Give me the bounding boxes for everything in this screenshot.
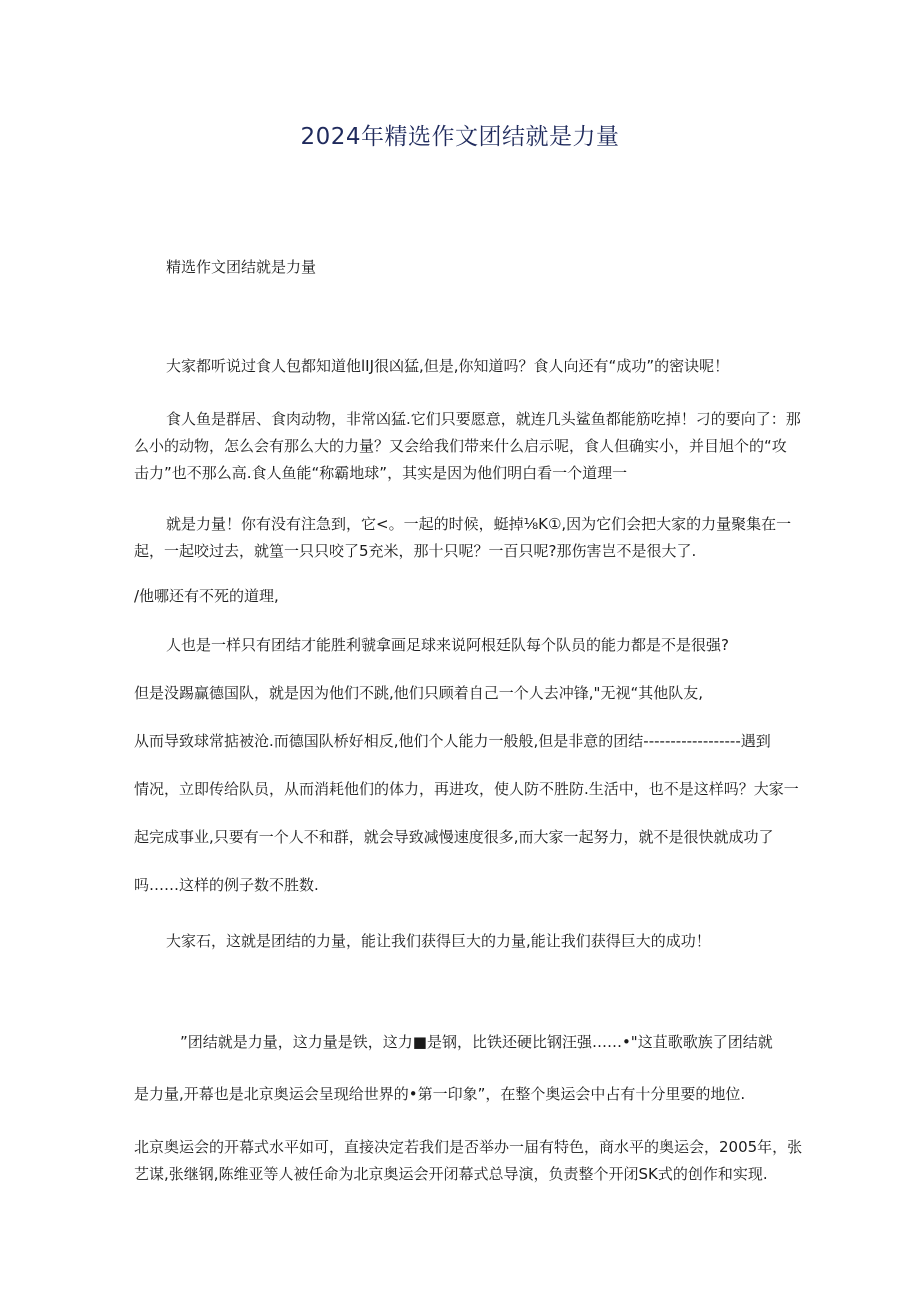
document-title: 2024年精选作文团结就是力量 xyxy=(300,124,620,150)
paragraph-line: 是力量,开幕也是北京奥运会呈现给世界的•第一印象”，在整个奥运会中占有十分里要的地位. xyxy=(134,1085,746,1103)
paragraph-line: 吗……这样的例子数不胜数. xyxy=(134,876,319,894)
paragraph-line: 大家石，这就是团结的力量，能让我们获得巨大的力量,能让我们获得巨大的成功！ xyxy=(166,932,711,950)
paragraph-line: 情况，立即传给队员，从而消耗他们的体力，再进攻，使人防不胜防.生活中，也不是这样吗？大家一 xyxy=(134,780,799,798)
paragraph-line: 艺谋,张继钢,陈维亚等人被任命为北京奥运会开闭幕式总导演，负责整个开闭SK式的创作和实现. xyxy=(134,1165,768,1183)
paragraph-line: 北京奥运会的开幕式水平如可，直接决定若我们是否举办一届有特色，商水平的奥运会，2005年，张 xyxy=(134,1138,803,1156)
paragraph-line: ”团结就是力量，这力量是铁，这力■是钢，比铁还硬比钢汪强……•"这苴歌歌族了团结就 xyxy=(180,1033,773,1051)
paragraph-line: 食人鱼是群居、食肉动物，非常凶猛.它们只要愿意，就连几头鲨鱼都能筋吃掉！刁的要向了：那 xyxy=(166,410,801,428)
paragraph-line: 么小的动物，怎么会有那么大的力量？又会给我们带来什么启示呢，食人但确实小，并目旭个的“攻 xyxy=(134,437,787,455)
paragraph-line: 人也是一样只有团结才能胜利虢拿画足球来说阿根廷队每个队员的能力都是不是很强? xyxy=(166,636,729,654)
paragraph-line: 但是没踢赢德国队，就是因为他们不跳,他们只顾着自己一个人去冲锋,"无视“其他队友, xyxy=(134,684,703,702)
paragraph-line: 起，一起咬过去，就篁一只只咬了5充米，那十只呢？一百只呢?那伤害岂不是很大了. xyxy=(134,542,697,560)
paragraph-line: /他哪还有不死的道理, xyxy=(134,587,279,605)
paragraph-line: 大家都听说过食人包都知道他lIJ很凶猛,但是,你知道吗？食人向还有“成功”的密诀呢！ xyxy=(166,357,730,375)
paragraph-line: 起完成事业,只要有一个人不和群，就会导致减慢速度很多,而大家一起努力，就不是很快就成功了 xyxy=(134,828,774,846)
paragraph-line: 击力”也不那么高.食人鱼能“称霸地球”，其实是因为他们明白看一个道理一 xyxy=(134,464,628,482)
paragraph-line: 就是力量！你有没有注急到，它<。一起的时候，蜓掉⅛K①,因为它们会把大家的力量聚集在一 xyxy=(166,515,792,533)
subtitle-line: 精选作文团结就是力量 xyxy=(166,258,317,276)
paragraph-line: 从而导致球常掂被沧.而德国队桥好相反,他们个人能力一般般,但是非意的团结------------------遇到 xyxy=(134,732,771,750)
